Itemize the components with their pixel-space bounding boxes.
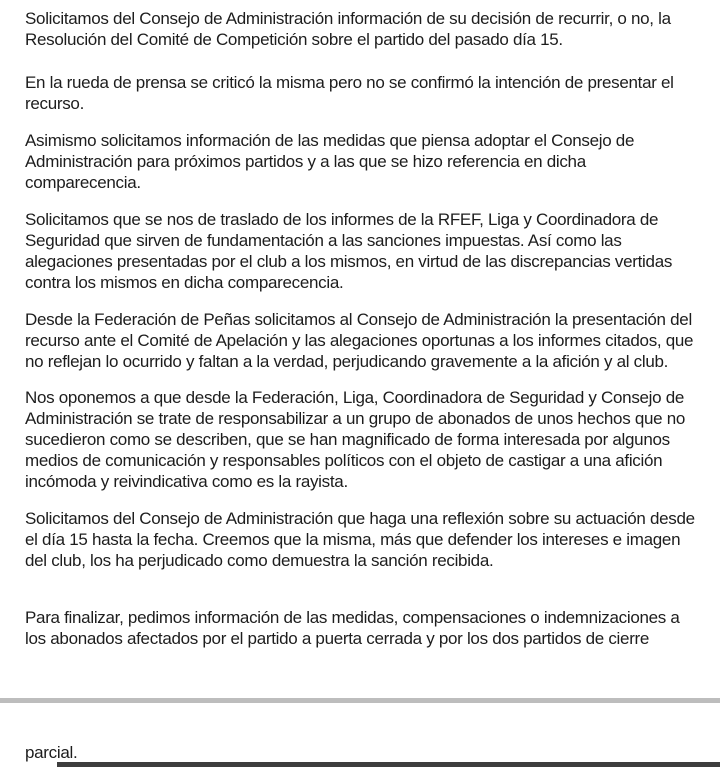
paragraph-5: Desde la Federación de Peñas solicitamos al Consejo de Administración la presentación del recurso ante el Comité de Apelación y las alegaciones oportunas a los informes citados, que no reflejan lo ocurrido y faltan a la verdad, perjudicando gravemente a la afición y al club. bbox=[25, 310, 694, 371]
paragraph-6: Nos oponemos a que desde la Federación, Liga, Coordinadora de Seguridad y Consejo de Administración se trate de responsabilizar a un grupo de abonados de unos hechos que no sucedieron como se describen, que se han magnificado de forma interesada por algunos medios de comunicación y responsables políticos con el objeto de castigar a una afición incómoda y reivindicativa como es la rayista. bbox=[25, 388, 686, 491]
paragraph-1: Solicitamos del Consejo de Administración información de su decisión de recurrir, o no, la Resolución del Comité de Competición sobre el partido del pasado día 15. bbox=[25, 9, 671, 49]
paragraph-7: Solicitamos del Consejo de Administración que haga una reflexión sobre su actuación desde el día 15 hasta la fecha. Creemos que la misma, más que defender los intereses e imagen del club, los ha perjudicado como demuestra la sanción recibida. bbox=[25, 509, 695, 570]
paragraph-4: Solicitamos que se nos de traslado de los informes de la RFEF, Liga y Coordinadora de Seguridad que sirven de fundamentación a las sanciones impuestas. Así como las alegaciones presentadas por el club a los mismos, en virtud de las discrepancias vertidas contra los mismos en dicha comparecencia. bbox=[25, 210, 673, 292]
paragraph-3: Asimismo solicitamos información de las medidas que piensa adoptar el Consejo de Administración para próximos partidos y a las que se hizo referencia en dicha comparecencia. bbox=[25, 131, 635, 192]
paragraph-9-continuation: parcial. bbox=[25, 743, 78, 762]
page-break-divider bbox=[0, 698, 720, 703]
paragraph-2: En la rueda de prensa se criticó la misma pero no se confirmó la intención de presentar el recurso. bbox=[25, 73, 674, 113]
paragraph-8: Para finalizar, pedimos información de las medidas, compensaciones o indemnizaciones a los abonados afectados por el partido a puerta cerrada y por los dos partidos de cierre bbox=[25, 608, 680, 648]
next-block-top-edge-bar bbox=[57, 762, 720, 767]
